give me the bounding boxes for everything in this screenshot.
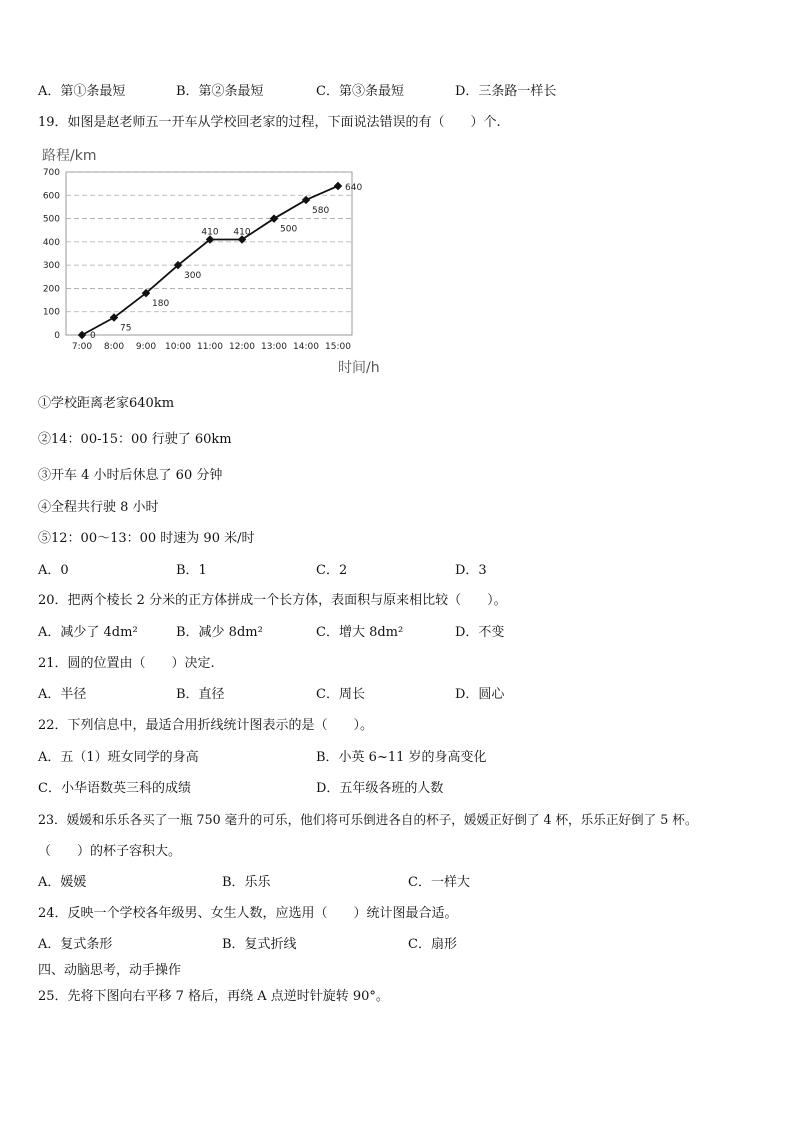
y-tick-label: 500	[42, 214, 60, 225]
chart-xticks	[72, 342, 351, 352]
q23-stem: 23．媛媛和乐乐各买了一瓶 750 毫升的可乐，他们将可乐倒进各自的杯子，媛媛正好倒了 4 杯，乐乐正好倒了 5 杯。	[38, 812, 698, 827]
chart-ylabel: 路程/km	[42, 148, 97, 164]
q22-option-c[interactable]: C．小华语数英三科的成绩	[38, 781, 191, 796]
q23-stem-continued: （ ）的杯子容积大。	[38, 844, 182, 859]
q21-option-a[interactable]: A．半径	[38, 687, 87, 702]
q24-option-c[interactable]: C．扇形	[408, 937, 457, 952]
x-tick-label: 15:00	[325, 342, 351, 352]
x-tick-label: 7:00	[71, 342, 93, 352]
chart-point-labels	[90, 183, 362, 341]
q22-option-b[interactable]: B．小英 6~11 岁的身高变化	[316, 750, 487, 765]
q20-option-c[interactable]: C．增大 8dm²	[316, 625, 404, 640]
data-point-label: 0	[90, 331, 96, 341]
chart-yticks	[43, 168, 60, 341]
data-point-label: 300	[184, 271, 202, 282]
data-point	[302, 196, 310, 204]
data-point	[78, 331, 86, 339]
data-point-label: 500	[280, 224, 298, 235]
q24-option-a[interactable]: A．复式条形	[38, 937, 113, 952]
section-4-heading: 四、动脑思考，动手操作	[38, 963, 182, 978]
q20-option-a[interactable]: A．减少了 4dm²	[38, 625, 138, 640]
y-tick-label: 200	[42, 284, 60, 295]
plot-frame	[66, 172, 352, 335]
q21-option-d[interactable]: D．圆心	[455, 687, 505, 702]
data-point-label: 75	[120, 323, 132, 334]
x-tick-label: 11:00	[197, 342, 223, 352]
q20-stem: 20．把两个棱长 2 分米的正方体拼成一个长方体，表面积与原来相比较（ ）。	[38, 593, 507, 608]
q22-option-a[interactable]: A．五（1）班女同学的身高	[38, 750, 199, 765]
y-tick-label: 100	[42, 307, 60, 318]
q23-option-c[interactable]: C．一样大	[408, 875, 470, 890]
q19-stem: 19．如图是赵老师五一开车从学校回老家的过程，下面说法错误的有（ ）个.	[38, 115, 501, 130]
q19-statement-2: ②14：00-15：00 行驶了 60km	[38, 432, 232, 447]
q21-option-c[interactable]: C．周长	[316, 687, 365, 702]
data-point-label: 640	[345, 182, 363, 193]
q18-option-b[interactable]: B．第②条最短	[176, 84, 264, 99]
q18-option-d[interactable]: D．三条路一样长	[455, 84, 557, 99]
q18-option-a[interactable]: A．第①条最短	[38, 84, 126, 99]
x-tick-label: 14:00	[293, 342, 319, 352]
distance-series-line	[82, 186, 338, 335]
x-tick-label: 13:00	[261, 342, 287, 352]
data-point-label: 580	[312, 205, 330, 216]
q22-option-d[interactable]: D．五年级各班的人数	[316, 781, 444, 796]
data-point-label: 410	[233, 227, 251, 238]
q20-option-d[interactable]: D．不变	[455, 625, 505, 640]
q19-statement-4: ④全程共行驶 8 小时	[38, 500, 159, 515]
x-tick-label: 12:00	[229, 342, 255, 352]
chart-xlabel: 时间/h	[338, 360, 380, 376]
data-point-label: 410	[201, 227, 219, 238]
q21-option-b[interactable]: B．直径	[176, 687, 225, 702]
q19-statement-5: ⑤12：00～13：00 时速为 90 米/时	[38, 531, 255, 546]
q18-option-c[interactable]: C．第③条最短	[316, 84, 404, 99]
y-tick-label: 300	[42, 261, 60, 272]
y-tick-label: 0	[54, 331, 60, 341]
distance-time-chart	[30, 140, 400, 380]
y-tick-label: 600	[42, 191, 60, 202]
y-tick-label: 700	[42, 168, 60, 178]
q19-statement-1: ①学校距离老家640km	[38, 396, 175, 411]
data-point-label: 180	[152, 299, 170, 310]
q19-option-b[interactable]: B．1	[176, 563, 207, 578]
q22-stem: 22．下列信息中，最适合用折线统计图表示的是（ ）。	[38, 718, 374, 733]
q23-option-b[interactable]: B．乐乐	[222, 875, 271, 890]
q19-option-c[interactable]: C．2	[316, 563, 348, 578]
q24-stem: 24．反映一个学校各年级男、女生人数，应选用（ ）统计图最合适。	[38, 906, 458, 921]
y-tick-label: 400	[42, 237, 60, 248]
x-tick-label: 9:00	[135, 342, 157, 352]
q23-option-a[interactable]: A．媛媛	[38, 875, 87, 890]
q19-option-a[interactable]: A．0	[38, 563, 69, 578]
x-tick-label: 8:00	[103, 342, 125, 352]
q20-option-b[interactable]: B．减少 8dm²	[176, 625, 263, 640]
q19-option-d[interactable]: D．3	[455, 563, 487, 578]
q24-option-b[interactable]: B．复式折线	[222, 937, 297, 952]
data-point	[334, 182, 342, 190]
x-tick-label: 10:00	[165, 342, 191, 352]
q19-statement-3: ③开车 4 小时后休息了 60 分钟	[38, 468, 223, 483]
q25-stem: 25．先将下图向右平移 7 格后，再绕 A 点逆时针旋转 90°。	[38, 989, 389, 1004]
q21-stem: 21．圆的位置由（ ）决定.	[38, 656, 215, 671]
